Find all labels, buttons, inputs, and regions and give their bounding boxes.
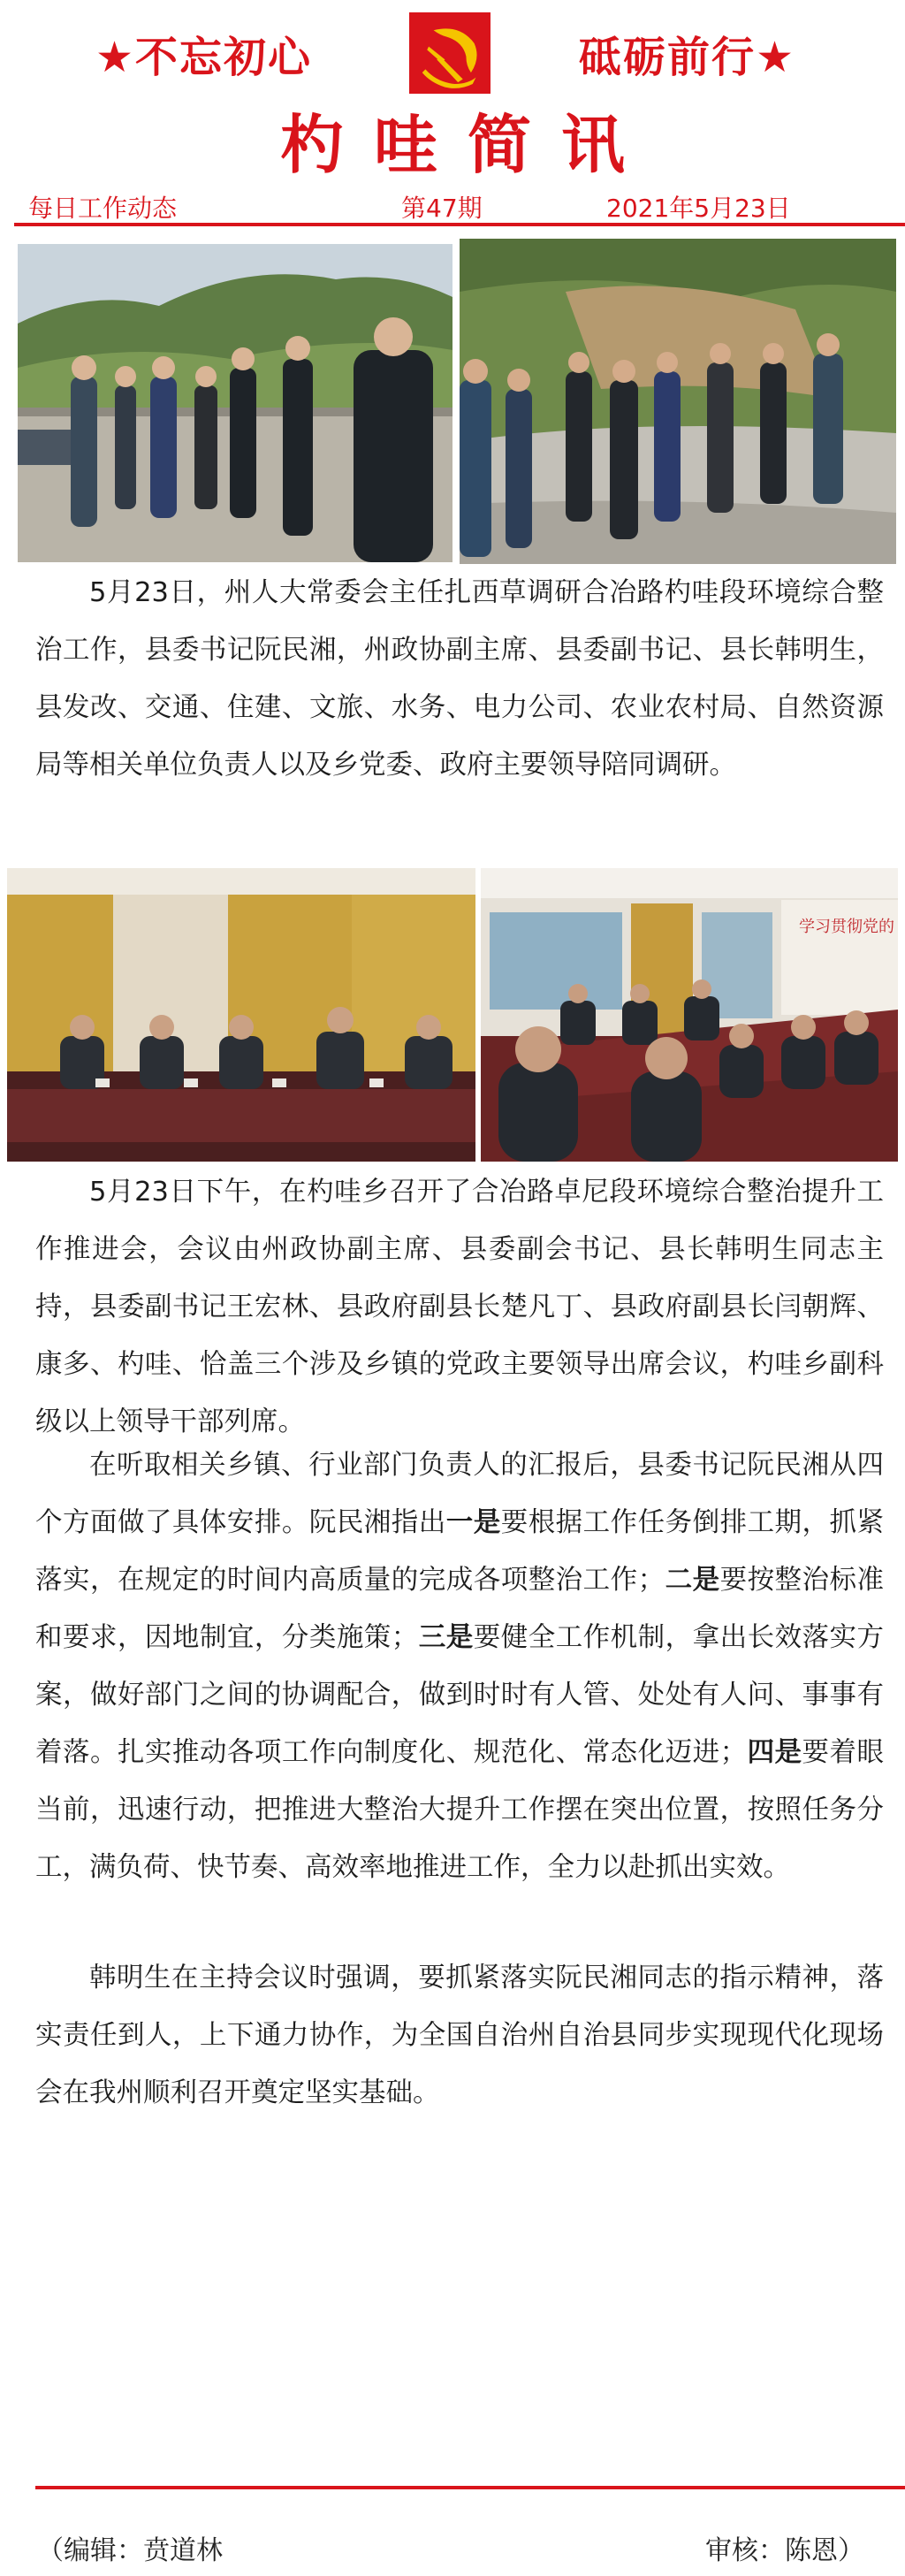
article-paragraph-1: 5月23日，州人大常委会主任扎西草调研合冶路杓哇段环境综合整治工作，县委书记阮民湘，州政协副主席、县委副书记、县长韩明生，县发改、交通、住建、文旅、水务、电力公司、农业农村局、自然资源局等相关单位负责人以及乡党委、政府主要领导陪同调研。 xyxy=(35,577,884,781)
point-one-label: 一是 xyxy=(445,1507,501,1538)
photo-roadside-inspection-2 xyxy=(460,239,896,564)
point-four-label: 四是 xyxy=(747,1737,802,1768)
header-divider xyxy=(14,223,905,226)
article-paragraph-3 xyxy=(35,1437,884,1896)
photo-meeting-2 xyxy=(481,868,898,1162)
masthead-title: 杓哇简讯 xyxy=(279,108,655,182)
footer-divider xyxy=(35,2486,905,2489)
svg-text:学习贯彻党的: 学习贯彻党的 xyxy=(799,918,894,936)
point-two-label: 二是 xyxy=(665,1565,720,1596)
reviewer-credit: 审核：陈恩） xyxy=(705,2535,864,2566)
photo-roadside-inspection-1 xyxy=(18,244,452,562)
article-paragraph-4: 韩明生在主持会议时强调，要抓紧落实阮民湘同志的指示精神，落实责任到人，上下通力协作，为全国自治州自治县同步实现现代化现场会在我州顺利召开奠定坚实基础。 xyxy=(35,1962,884,2108)
paragraph-3-text: 要按整治标准和要求，因地制宜，分类施策； xyxy=(35,1565,885,1653)
issue-date: 2021年5月23日 xyxy=(606,194,791,223)
editor-credit: （编辑：贲道林 xyxy=(37,2535,223,2566)
slogan-right: 砥砺前行★ xyxy=(579,33,796,82)
article-paragraph-2: 5月23日下午，在杓哇乡召开了合冶路卓尼段环境综合整治提升工作推进会，会议由州政协副主席、县委副会书记、县长韩明生同志主持，县委副书记王宏林、县政府副县长楚凡丁、县政府副县长闫朝辉、康多、杓哇、恰盖三个涉及乡镇的党政主要领导出席会议，杓哇乡副科级以上领导干部列席。 xyxy=(35,1177,884,1437)
point-three-label: 三是 xyxy=(418,1622,474,1653)
newsletter-header xyxy=(0,0,905,225)
issue-number: 第47期 xyxy=(401,194,483,223)
photo-meeting-1 xyxy=(7,868,475,1162)
section-label: 每日工作动态 xyxy=(28,194,178,223)
paragraph-3-text: 要根据工作任务倒排工期，抓紧落实，在规定的时间内高质量的完成各项整治工作； xyxy=(35,1507,885,1596)
slogan-left: ★不忘初心 xyxy=(95,33,313,82)
paragraph-3-text: 在听取相关乡镇、行业部门负责人的汇报后，县委书记阮民湘从四个方面做了具体安排。阮民湘指出 xyxy=(35,1450,884,1538)
paragraph-3-text: 要着眼当前，迅速行动，把推进大整治大提升工作摆在突出位置，按照任务分工，满负荷、快节奏、高效率地推进工作，全力以赴抓出实效。 xyxy=(35,1737,885,1883)
paragraph-3-text: 要健全工作机制，拿出长效落实方案，做好部门之间的协调配合，做到时时有人管、处处有人问、事事有着落。扎实推动各项工作向制度化、规范化、常态化迈进； xyxy=(35,1622,885,1768)
party-emblem-icon xyxy=(409,12,491,94)
